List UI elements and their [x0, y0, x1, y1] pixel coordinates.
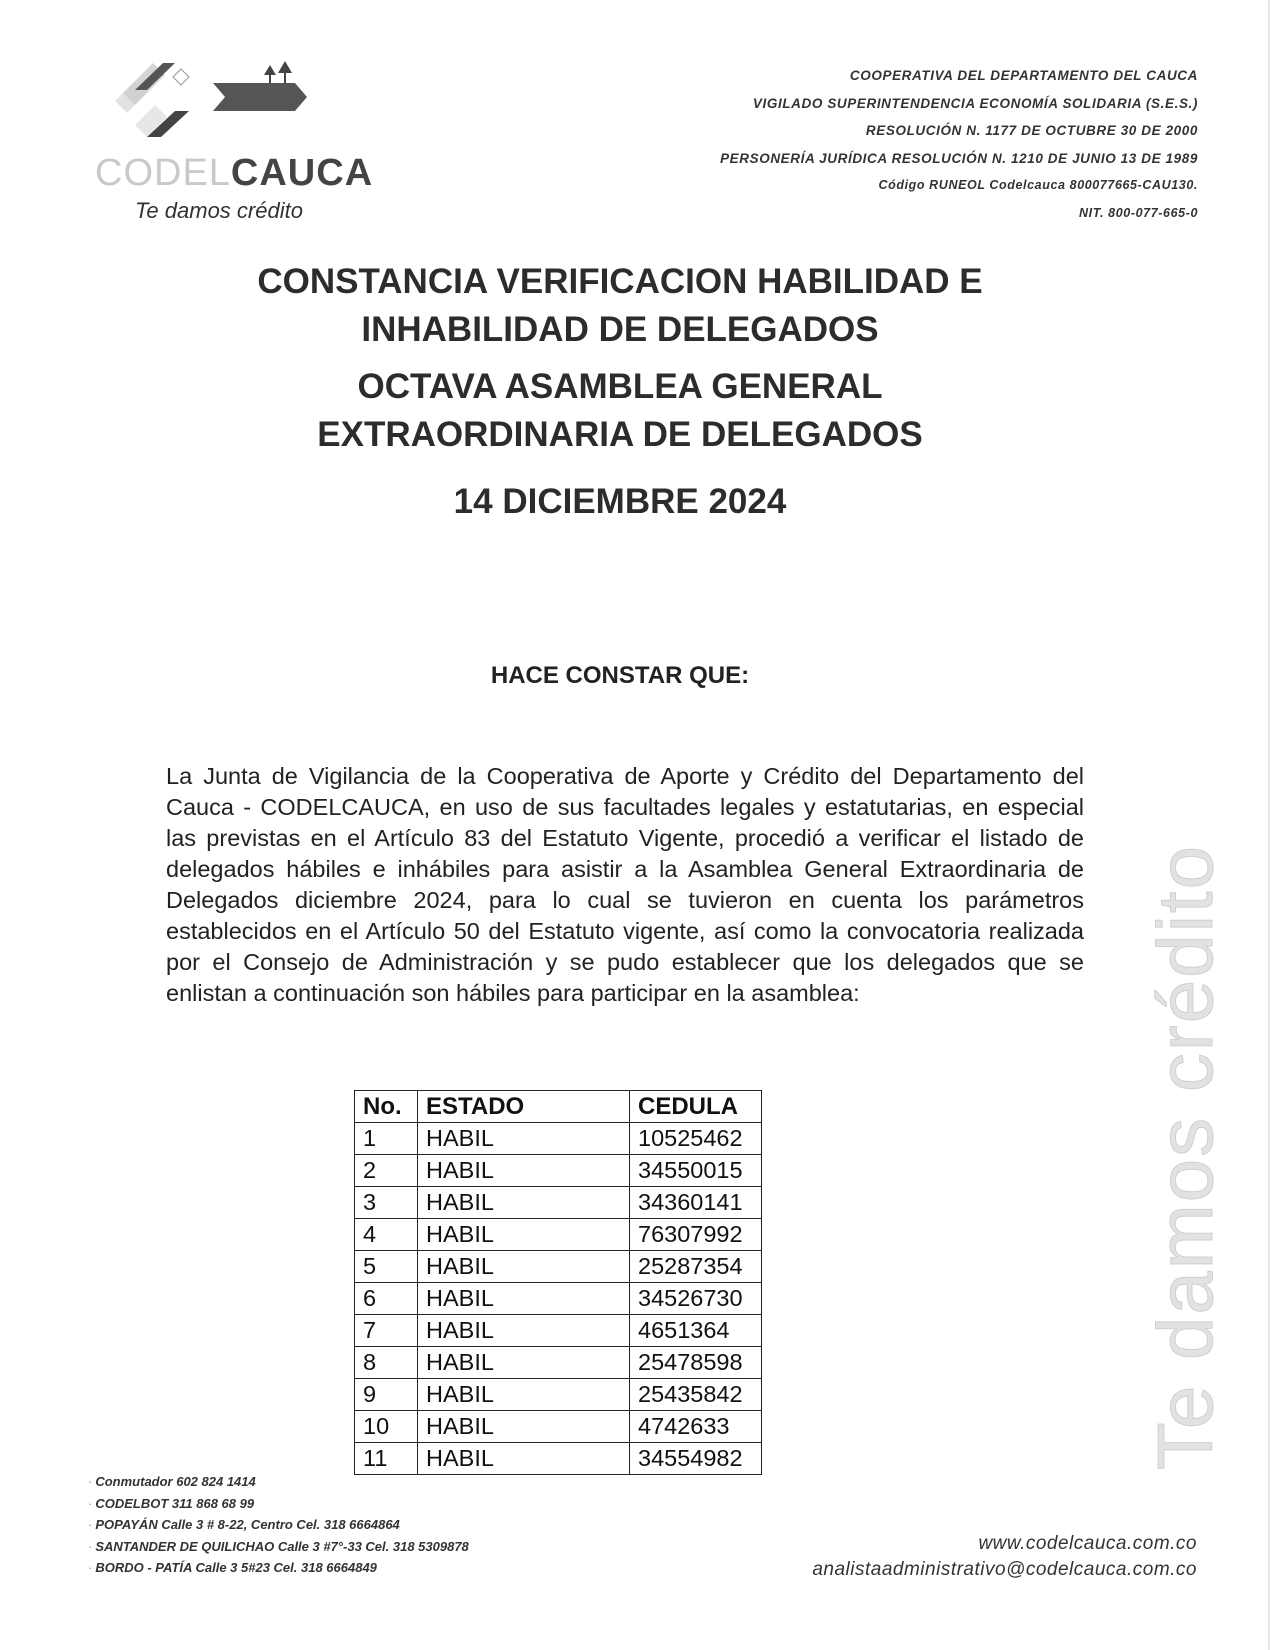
cell-cedula: 4742633 — [630, 1411, 762, 1443]
cell-estado: HABIL — [418, 1187, 630, 1219]
cell-cedula: 25287354 — [630, 1251, 762, 1283]
table-row — [355, 1219, 762, 1251]
cell-number: 4 — [355, 1219, 418, 1251]
table-row — [355, 1379, 762, 1411]
cell-number: 8 — [355, 1347, 418, 1379]
header-estado: ESTADO — [418, 1091, 630, 1123]
table-header-row — [355, 1091, 762, 1123]
email-link[interactable]: analistaadministrativo@codelcauca.com.co — [812, 1559, 1197, 1580]
table-row — [355, 1315, 762, 1347]
cell-cedula: 10525462 — [630, 1123, 762, 1155]
bullet-icon: · — [88, 1495, 93, 1511]
cell-number: 9 — [355, 1379, 418, 1411]
title-line-2: INHABILIDAD DE DELEGADOS — [361, 310, 879, 349]
body-paragraph: La Junta de Vigilancia de la Cooperativa de Aporte y Crédito del Departamento del Cauca - CODELCAUCA, en uso de sus facultades legales y estatutarias, en especial las previstas en el Artículo 83 del Estatuto Vigente, procedió a verificar el listado de delegados hábiles e inhábiles para asistir a la Asamblea General Extraordinaria de Delegados diciembre 2024, para lo cual se tuvieron en cuenta los parámetros establecidos en el Artículo 50 del Estatuto vigente, así como la convocatoria realizada por el Consejo de Administración y se pudo establecer que los delegados que se enlistan a continuación son hábiles para participar en la asamblea: — [166, 763, 1084, 1006]
scan-edge-line — [1268, 0, 1270, 1650]
cell-cedula: 4651364 — [630, 1315, 762, 1347]
hace-constar-heading: HACE CONSTAR QUE: — [490, 662, 750, 689]
cell-number: 1 — [355, 1123, 418, 1155]
cell-cedula: 34526730 — [630, 1283, 762, 1315]
footer-contacts — [88, 1471, 469, 1579]
header-line: Código RUNEOL Codelcauca 800077665-CAU130. — [878, 178, 1198, 192]
header-line: PERSONERÍA JURÍDICA RESOLUCIÓN N. 1210 DE JUNIO 13 DE 1989 — [720, 150, 1198, 166]
header-info — [558, 62, 1198, 227]
cell-cedula: 34550015 — [630, 1155, 762, 1187]
bullet-icon: · — [88, 1517, 93, 1532]
cell-cedula: 25478598 — [630, 1347, 762, 1379]
header-line: RESOLUCIÓN N. 1177 DE OCTUBRE 30 DE 2000 — [865, 123, 1198, 138]
table-row — [355, 1155, 762, 1187]
cell-estado: HABIL — [418, 1283, 630, 1315]
footer-contact-line: · POPAYÁN Calle 3 # 8-22, Centro Cel. 318 6664864 — [88, 1517, 400, 1532]
title-line-3: OCTAVA ASAMBLEA GENERAL — [357, 367, 883, 406]
cell-estado: HABIL — [418, 1347, 630, 1379]
header-line: VIGILADO SUPERINTENDENCIA ECONOMÍA SOLIDARIA (S.E.S.) — [752, 95, 1198, 111]
table-row — [355, 1347, 762, 1379]
assembly-date: 14 DICIEMBRE 2024 — [453, 482, 787, 521]
logo-tagline: Te damos crédito — [135, 198, 303, 223]
table-row — [355, 1283, 762, 1315]
header-line: NIT. 800-077-665-0 — [1079, 205, 1198, 220]
cell-estado: HABIL — [418, 1123, 630, 1155]
document-title — [55, 258, 1185, 354]
header-number: No. — [355, 1091, 418, 1123]
assembly-title — [55, 363, 1185, 459]
delegates-table — [354, 1090, 762, 1475]
cell-estado: HABIL — [418, 1379, 630, 1411]
bullet-icon: · — [88, 1560, 93, 1575]
cell-number: 3 — [355, 1187, 418, 1219]
cell-estado: HABIL — [418, 1219, 630, 1251]
table-row — [355, 1123, 762, 1155]
logo-mark-icon — [95, 55, 355, 155]
footer-contact-line: · BORDO - PATÍA Calle 3 5#23 Cel. 318 6664849 — [88, 1560, 377, 1575]
logo-wordmark — [95, 152, 373, 195]
cell-number: 7 — [355, 1315, 418, 1347]
logo-word-light: CODEL — [95, 152, 231, 194]
cell-number: 10 — [355, 1411, 418, 1443]
cell-estado: HABIL — [418, 1443, 630, 1475]
codelcauca-logo — [95, 55, 374, 230]
header-line: COOPERATIVA DEL DEPARTAMENTO DEL CAUCA — [849, 68, 1198, 83]
cell-number: 2 — [355, 1155, 418, 1187]
footer-contact-line: · SANTANDER DE QUILICHAO Calle 3 #7°-33 Cel. 318 5309878 — [88, 1538, 469, 1554]
cell-estado: HABIL — [418, 1251, 630, 1283]
footer-contact-line: · Conmutador 602 824 1414 — [88, 1474, 256, 1489]
table-row — [355, 1411, 762, 1443]
table-row — [355, 1251, 762, 1283]
cell-number: 5 — [355, 1251, 418, 1283]
table-row — [355, 1443, 762, 1475]
bullet-icon: · — [88, 1474, 93, 1489]
cell-estado: HABIL — [418, 1315, 630, 1347]
cell-number: 11 — [355, 1443, 418, 1475]
table-row — [355, 1187, 762, 1219]
cell-cedula: 76307992 — [630, 1219, 762, 1251]
tagline-watermark: Te damos crédito — [1141, 844, 1229, 1470]
bullet-icon: · — [88, 1538, 93, 1554]
footer-web — [812, 1531, 1197, 1583]
title-line-1: CONSTANCIA VERIFICACION HABILIDAD E — [257, 262, 983, 301]
cell-cedula: 34360141 — [630, 1187, 762, 1219]
logo-word-dark: CAUCA — [230, 152, 374, 194]
title-line-4: EXTRAORDINARIA DE DELEGADOS — [317, 415, 923, 454]
cell-estado: HABIL — [418, 1155, 630, 1187]
website-link[interactable]: www.codelcauca.com.co — [978, 1533, 1197, 1554]
footer-contact-line: · CODELBOT 311 868 68 99 — [88, 1495, 255, 1511]
cell-number: 6 — [355, 1283, 418, 1315]
cell-cedula: 25435842 — [630, 1379, 762, 1411]
cell-estado: HABIL — [418, 1411, 630, 1443]
header-cedula: CEDULA — [630, 1091, 762, 1123]
cell-cedula: 34554982 — [630, 1443, 762, 1475]
